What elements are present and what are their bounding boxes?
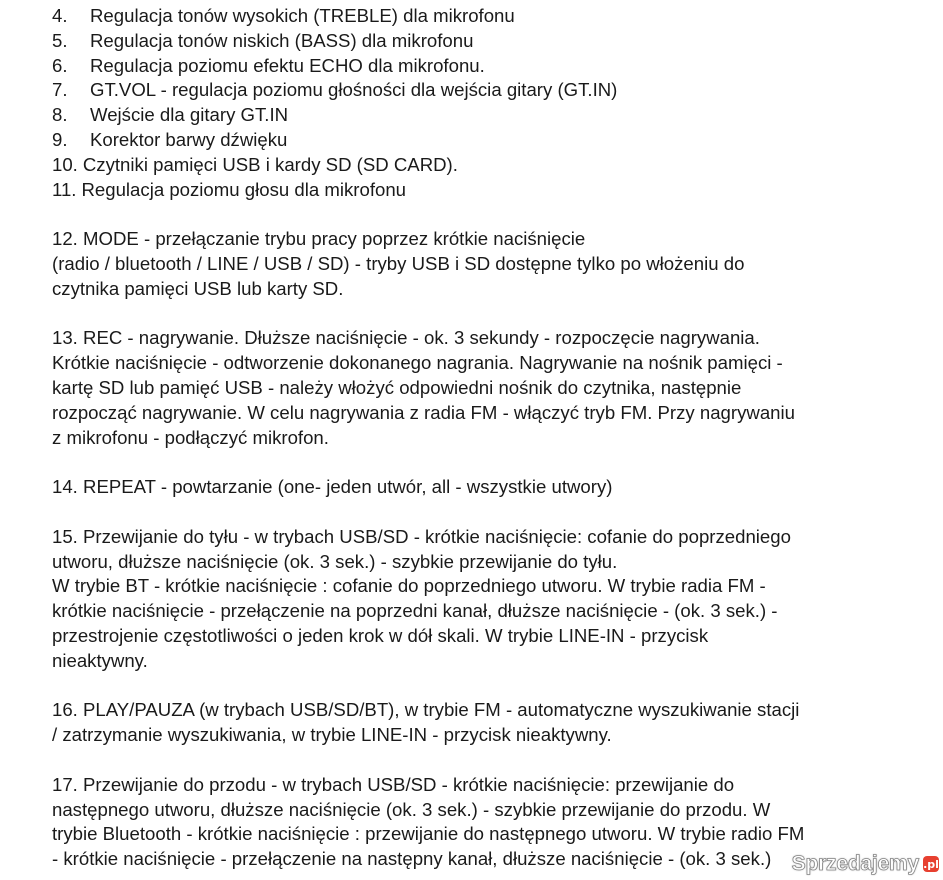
- paragraph-line: / zatrzymanie wyszukiwania, w trybie LINE-IN - przycisk nieaktywny.: [52, 724, 612, 746]
- paragraph-line: 13. REC - nagrywanie. Dłuższe naciśnięcie - ok. 3 sekundy - rozpoczęcie nagrywania.: [52, 327, 760, 349]
- item-text: GT.VOL - regulacja poziomu głośności dla wejścia gitary (GT.IN): [90, 79, 618, 101]
- item-number: 8.: [52, 104, 68, 126]
- paragraph-line: (radio / bluetooth / LINE / USB / SD) - tryby USB i SD dostępne tylko po włożeniu do: [52, 252, 745, 274]
- paragraph-rewind: [52, 525, 932, 674]
- paragraph-repeat: [52, 475, 932, 500]
- paragraph-line: - krótkie naciśnięcie - przełączenie na następny kanał, dłuższe naciśnięcie - (ok. 3 sek.): [52, 848, 772, 870]
- item-number: 6.: [52, 54, 68, 76]
- list-item: [52, 78, 932, 103]
- item-text: Wejście dla gitary GT.IN: [90, 104, 289, 126]
- paragraph-line: nieaktywny.: [52, 649, 148, 671]
- list-item: [52, 4, 932, 29]
- item-number: 4.: [52, 5, 68, 26]
- paragraph-rec: [52, 326, 932, 450]
- watermark-logo: [792, 852, 939, 876]
- item-number: 9.: [52, 128, 68, 150]
- list-item: [52, 103, 932, 128]
- paragraph-line: 14. REPEAT - powtarzanie (one- jeden utwór, all - wszystkie utwory): [52, 476, 613, 498]
- item-text: Regulacja tonów wysokich (TREBLE) dla mikrofonu: [90, 5, 515, 26]
- item-number: 7.: [52, 79, 68, 101]
- paragraph-line: kartę SD lub pamięć USB - należy włożyć odpowiedni nośnik do czytnika, następnie: [52, 376, 742, 398]
- paragraph-line: krótkie naciśnięcie - przełączenie na poprzedni kanał, dłuższe naciśnięcie - (ok. 3 sek.) -: [52, 600, 778, 622]
- list-item: [52, 128, 932, 153]
- paragraph-line: następnego utworu, dłuższe naciśnięcie (ok. 3 sek.) - szybkie przewijanie do przodu. W: [52, 798, 771, 820]
- paragraph-line: Krótkie naciśnięcie - odtworzenie dokonanego nagrania. Nagrywanie na nośnik pamięci -: [52, 352, 783, 374]
- paragraph-line: trybie Bluetooth - krótkie naciśnięcie : przewijanie do następnego utworu. W trybie radio FM: [52, 823, 805, 845]
- item-number: 11.: [52, 178, 77, 200]
- list-item: [52, 54, 932, 79]
- paragraph-play-pause: [52, 698, 932, 748]
- watermark-text: Sprzedajemy: [791, 852, 919, 875]
- watermark-badge: .pl: [923, 857, 939, 871]
- paragraph-line: z mikrofonu - podłączyć mikrofon.: [52, 426, 329, 448]
- paragraph-line: rozpocząć nagrywanie. W celu nagrywania z radia FM - włączyć tryb FM. Przy nagrywaniu: [52, 401, 795, 423]
- item-number: 5.: [52, 29, 68, 51]
- paragraph-line: czytnika pamięci USB lub karty SD.: [52, 277, 344, 299]
- list-item: [52, 178, 932, 203]
- paragraph-line: 16. PLAY/PAUZA (w trybach USB/SD/BT), w trybie FM - automatyczne wyszukiwanie stacji: [52, 699, 800, 721]
- paragraph-line: 17. Przewijanie do przodu - w trybach USB/SD - krótkie naciśnięcie: przewijanie do: [52, 773, 735, 795]
- list-item: [52, 29, 932, 54]
- list-item: [52, 153, 932, 178]
- paragraph-line: utworu, dłuższe naciśnięcie (ok. 3 sek.) - szybkie przewijanie do tyłu.: [52, 550, 618, 572]
- numbered-list: [52, 4, 932, 202]
- item-text: Regulacja poziomu głosu dla mikrofonu: [81, 178, 407, 200]
- paragraph-line: 12. MODE - przełączanie trybu pracy poprzez krótkie naciśnięcie: [52, 228, 586, 250]
- paragraph-line: przestrojenie częstotliwości o jeden krok w dół skali. W trybie LINE-IN - przycisk: [52, 624, 709, 646]
- item-text: Regulacja tonów niskich (BASS) dla mikrofonu: [90, 29, 474, 51]
- paragraph-line: 15. Przewijanie do tyłu - w trybach USB/SD - krótkie naciśnięcie: cofanie do poprzedniego: [52, 525, 791, 547]
- item-text: Korektor barwy dźwięku: [90, 128, 288, 150]
- item-text: Czytniki pamięci USB i kardy SD (SD CARD).: [82, 153, 458, 175]
- paragraph-mode: [52, 227, 932, 301]
- document-page: [52, 4, 932, 872]
- item-number: 10.: [52, 153, 78, 175]
- paragraph-line: W trybie BT - krótkie naciśnięcie : cofanie do poprzedniego utworu. W trybie radia FM -: [52, 575, 766, 597]
- item-text: Regulacja poziomu efektu ECHO dla mikrofonu.: [90, 54, 485, 76]
